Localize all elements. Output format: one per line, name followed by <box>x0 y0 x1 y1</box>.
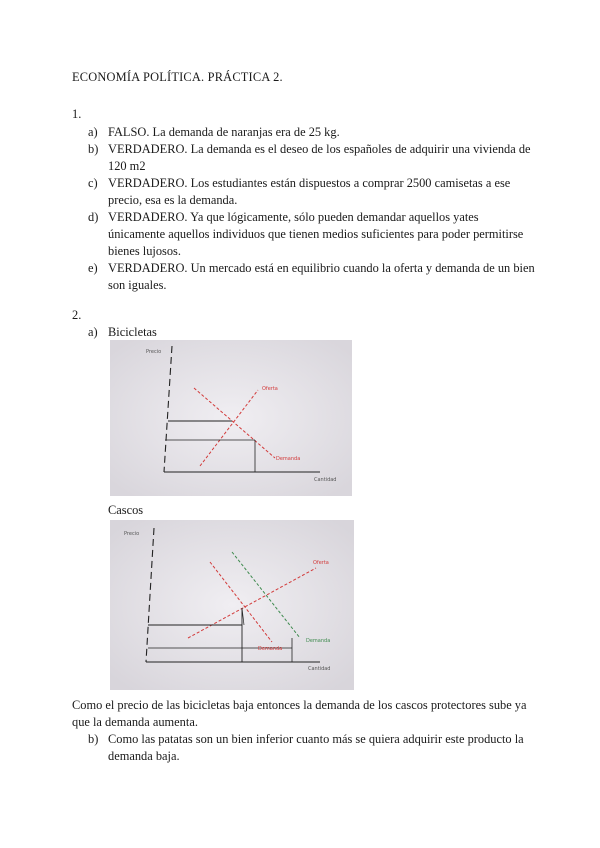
list-item <box>88 141 536 175</box>
supply-label: Oferta <box>262 386 278 392</box>
list-item-text: Como las patatas son un bien inferior cuanto más se quiera adquirir este producto la demanda baja. <box>108 732 524 763</box>
list-item-label: b) <box>88 142 99 156</box>
paper-background <box>110 520 354 690</box>
list-item-label: b) <box>88 732 99 746</box>
section-2-number: 2. <box>72 308 82 322</box>
list-item-label: a) <box>88 325 98 339</box>
bicicletas-graph <box>110 340 352 496</box>
section-1-number: 1. <box>72 107 82 121</box>
list-item-text: Bicicletas <box>108 325 157 339</box>
cascos-graph <box>110 520 354 690</box>
list-item <box>88 324 536 341</box>
list-item <box>88 260 536 294</box>
list-item <box>88 175 536 209</box>
cascos-graph-photo <box>110 520 354 690</box>
paper-background <box>110 340 352 496</box>
bicicletas-graph-photo <box>110 340 352 496</box>
supply-label: Oferta <box>313 560 329 566</box>
list-item <box>88 124 536 141</box>
demand-label: Demanda <box>276 456 301 462</box>
list-item-label: c) <box>88 176 98 190</box>
list-item-label: a) <box>88 125 98 139</box>
x-axis-label: Cantidad <box>314 477 337 483</box>
list-item-text: VERDADERO. Los estudiantes están dispuestos a comprar 2500 camisetas a ese precio, esa es la demanda. <box>108 176 511 207</box>
demand-original-label: Demanda <box>258 646 283 652</box>
list-item <box>88 209 536 260</box>
cascos-caption: Cascos <box>108 503 144 517</box>
y-axis-label: Precio <box>146 349 162 355</box>
x-axis-label: Cantidad <box>308 666 331 672</box>
list-item-label: e) <box>88 261 98 275</box>
y-axis-label: Precio <box>124 531 140 537</box>
list-item-text: VERDADERO. Ya que lógicamente, sólo pueden demandar aquellos yates únicamente aquellos individuos que tienen medios suficientes para poder permitirse bienes lujosos. <box>108 210 524 258</box>
list-item-text: FALSO. La demanda de naranjas era de 25 kg. <box>108 125 340 139</box>
list-item <box>88 731 536 765</box>
demand-new-label: Demanda <box>306 638 331 644</box>
document-title: ECONOMÍA POLÍTICA. PRÁCTICA 2. <box>72 70 283 84</box>
list-item-text: VERDADERO. Un mercado está en equilibrio cuando la oferta y demanda de un bien son iguales. <box>108 261 535 292</box>
list-item-text: VERDADERO. La demanda es el deseo de los españoles de adquirir una vivienda de 120 m2 <box>108 142 531 173</box>
list-item-label: d) <box>88 210 99 224</box>
conclusion-paragraph: Como el precio de las bicicletas baja entonces la demanda de los cascos protectores sube ya que la demanda aumenta. <box>72 698 527 729</box>
